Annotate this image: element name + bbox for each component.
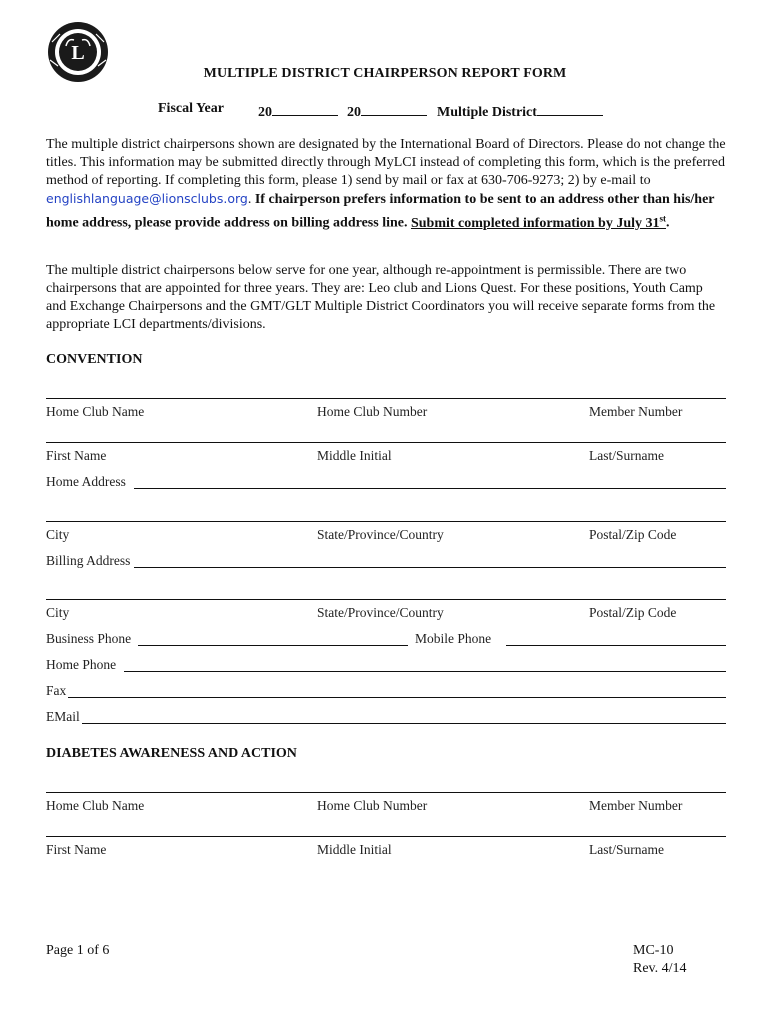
- intro-paragraph-1: [46, 136, 726, 233]
- diabetes-first-name-label: First Name: [46, 842, 107, 857]
- fiscal-year-start: [258, 101, 338, 121]
- diabetes-home-club-name-label: Home Club Name: [46, 798, 145, 813]
- intro-text-2: .: [247, 192, 255, 207]
- first-name-label: First Name: [46, 448, 107, 463]
- fiscal-year-end-field[interactable]: [361, 101, 427, 116]
- state-province-label: State/Province/Country: [317, 527, 444, 542]
- member-number-label: Member Number: [589, 404, 683, 419]
- convention-heading: CONVENTION: [46, 352, 143, 367]
- email-link[interactable]: englishlanguage@lionsclubs.org: [46, 191, 248, 206]
- submit-deadline: [410, 213, 666, 231]
- multiple-district: [437, 101, 603, 121]
- billing-address-label: Billing Address: [46, 553, 131, 568]
- form-title: MULTIPLE DISTRICT CHAIRPERSON REPORT FORM: [203, 66, 567, 81]
- intro-end: .: [666, 215, 670, 231]
- home-address-label: Home Address: [46, 474, 126, 489]
- fiscal-year-end: [347, 101, 427, 121]
- multiple-district-label: Multiple District: [437, 105, 537, 120]
- fiscal-year-start-field[interactable]: [272, 101, 338, 116]
- billing-city-label: City: [46, 605, 70, 620]
- last-surname-label: Last/Surname: [589, 448, 664, 463]
- home-club-name-label: Home Club Name: [46, 404, 145, 419]
- diabetes-home-club-number-label: Home Club Number: [317, 798, 428, 813]
- billing-address-line-2[interactable]: [46, 599, 726, 600]
- intro-paragraph-2: The multiple district chairpersons below serve for one year, although re-appointment is permissible. There are two chairpersons that are appointed for three years. They are: Leo club and Lions Quest. For these positions, Youth Camp and Exchange Chairpersons and the GMT/GLT Multiple District Coordinators you will receive separate forms from the appropriate LCI departments/divisions.: [46, 263, 716, 332]
- email-label: EMail: [46, 709, 80, 724]
- business-phone-label: Business Phone: [46, 631, 132, 646]
- billing-state-province-label: State/Province/Country: [317, 605, 444, 620]
- fiscal-year-label: Fiscal Year: [158, 101, 224, 116]
- home-phone-field[interactable]: [124, 671, 726, 672]
- diabetes-name-line[interactable]: [46, 836, 726, 837]
- diabetes-heading: DIABETES AWARENESS AND ACTION: [46, 746, 297, 761]
- form-code: MC-10: [633, 943, 674, 958]
- submit-deadline-text: Submit completed information by July 31: [410, 215, 660, 231]
- postal-code-label: Postal/Zip Code: [589, 527, 677, 542]
- business-phone-field[interactable]: [138, 645, 408, 646]
- intro-text-1: The multiple district chairpersons shown are designated by the International Board of Directors. Please do not change the titles. This information may be submitted directly through MyLCI instead of completing this form, which is the preferred method of reporting. If completing this form, please 1) send by mail or fax at 630-706-9273; 2) by e-mail to: [46, 137, 726, 188]
- intro-bold-text: If chairperson prefers information to be sent to an address other than his/her home address, please provide address on billing address line.: [46, 192, 715, 231]
- mobile-phone-label: Mobile Phone: [415, 631, 492, 646]
- year-prefix-1: 20: [258, 105, 272, 120]
- diabetes-club-line[interactable]: [46, 792, 726, 793]
- year-prefix-2: 20: [347, 105, 361, 120]
- home-club-number-label: Home Club Number: [317, 404, 428, 419]
- middle-initial-label: Middle Initial: [317, 448, 392, 463]
- mobile-phone-field[interactable]: [506, 645, 726, 646]
- multiple-district-field[interactable]: [537, 101, 603, 116]
- fax-field[interactable]: [68, 697, 726, 698]
- billing-address-field[interactable]: [134, 567, 726, 568]
- home-address-field[interactable]: [134, 488, 726, 489]
- city-label: City: [46, 527, 70, 542]
- home-address-line-2[interactable]: [46, 521, 726, 522]
- convention-name-line[interactable]: [46, 442, 726, 443]
- diabetes-last-surname-label: Last/Surname: [589, 842, 664, 857]
- home-phone-label: Home Phone: [46, 657, 117, 672]
- form-revision: Rev. 4/14: [633, 961, 687, 976]
- diabetes-middle-initial-label: Middle Initial: [317, 842, 392, 857]
- page-number: Page 1 of 6: [46, 943, 110, 958]
- email-field[interactable]: [82, 723, 726, 724]
- submit-deadline-sup: st: [659, 213, 666, 223]
- convention-club-line[interactable]: [46, 398, 726, 399]
- diabetes-member-number-label: Member Number: [589, 798, 683, 813]
- svg-text:L: L: [71, 42, 85, 64]
- fax-label: Fax: [46, 683, 67, 698]
- billing-postal-code-label: Postal/Zip Code: [589, 605, 677, 620]
